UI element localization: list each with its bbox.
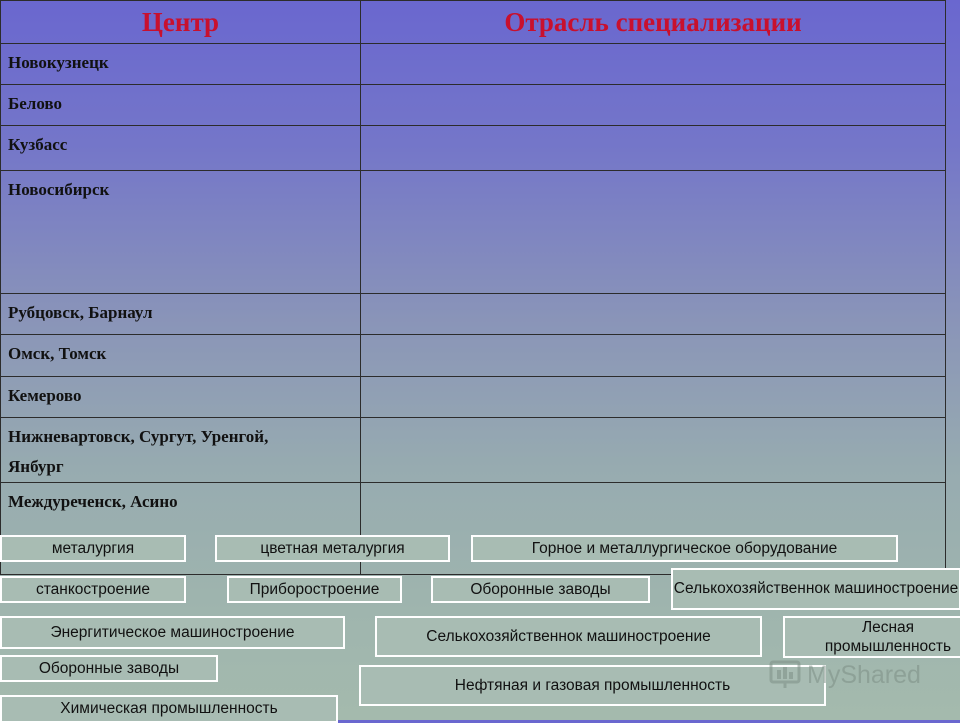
tag-metallurgy[interactable]: металургия: [0, 535, 186, 562]
header-industry: Отрасль специализации: [361, 1, 946, 44]
tag-machine-tools[interactable]: станкостроение: [0, 576, 186, 603]
table-header-row: [1, 1, 946, 44]
table-row: [1, 126, 946, 171]
city-cell: Кемерово: [1, 377, 361, 418]
city-cell: Белово: [1, 85, 361, 126]
industry-cell[interactable]: [361, 85, 946, 126]
city-cell: Междуреченск, Асино: [1, 483, 361, 575]
tag-energy-machinery[interactable]: Энергитическое машиностроение: [0, 616, 345, 649]
city-cell: Омск, Томск: [1, 335, 361, 377]
city-cell: Нижневартовск, Сургут, Уренгой, Янбург: [1, 418, 361, 483]
tag-forestry[interactable]: Лесная промышленность: [783, 616, 960, 658]
tag-nonferrous-metallurgy[interactable]: цветная металургия: [215, 535, 450, 562]
industry-cell[interactable]: [361, 126, 946, 171]
tag-instrument-making[interactable]: Приборостроение: [227, 576, 402, 603]
presentation-icon: [768, 656, 802, 695]
tag-agri-machinery-2[interactable]: Селькохозяйственнок машиностроение: [375, 616, 762, 657]
industry-cell[interactable]: [361, 44, 946, 85]
table-row: [1, 335, 946, 377]
tag-oil-gas[interactable]: Нефтяная и газовая промышленность: [359, 665, 826, 706]
industry-cell[interactable]: [361, 377, 946, 418]
city-cell: Новосибирск: [1, 171, 361, 294]
industry-cell[interactable]: [361, 294, 946, 335]
industry-cell[interactable]: [361, 335, 946, 377]
industry-cell[interactable]: [361, 418, 946, 483]
tag-defense-plants-2[interactable]: Оборонные заводы: [0, 655, 218, 682]
city-cell: Рубцовск, Барнаул: [1, 294, 361, 335]
table-row: [1, 44, 946, 85]
myshared-watermark: [768, 656, 921, 694]
industry-cell[interactable]: [361, 171, 946, 294]
watermark-text: MyShared: [807, 660, 921, 689]
tag-chemical[interactable]: Химическая промышленность: [0, 695, 338, 723]
table-row: [1, 418, 946, 483]
table-row: [1, 171, 946, 294]
table-row: [1, 294, 946, 335]
city-cell: Новокузнецк: [1, 44, 361, 85]
table-row: [1, 85, 946, 126]
table-row: [1, 377, 946, 418]
city-cell: Кузбасс: [1, 126, 361, 171]
tag-mining-equipment[interactable]: Горное и металлургическое оборудование: [471, 535, 898, 562]
header-center: Центр: [1, 1, 361, 44]
tag-defense-plants-1[interactable]: Оборонные заводы: [431, 576, 650, 603]
tag-agri-machinery-1[interactable]: Селькохозяйственнок машиностроение: [671, 568, 960, 610]
